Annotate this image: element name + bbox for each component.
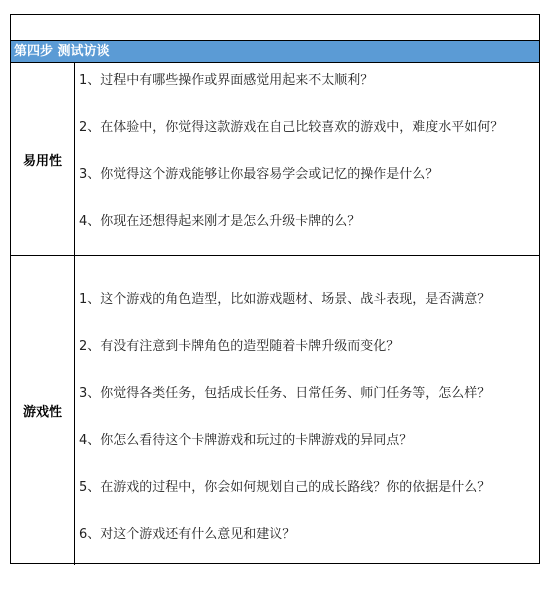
gameplay-question-6: 6、对这个游戏还有什么意见和建议？: [79, 527, 296, 542]
usability-row: [11, 63, 539, 256]
gameplay-question-5: 5、在游戏的过程中，你会如何规划自己的成长路线？你的依据是什么？: [79, 480, 491, 495]
gameplay-question-3: 3、你觉得各类任务，包括成长任务、日常任务、师门任务等，怎么样？: [79, 386, 491, 401]
table-header-blank: [11, 15, 539, 41]
usability-label: 易用性: [11, 63, 75, 255]
gameplay-question-1: 1、这个游戏的角色造型，比如游戏题材、场景、战斗表现，是否满意？: [79, 292, 491, 307]
usability-question-1: 1、过程中有哪些操作或界面感觉用起来不太顺利？: [79, 73, 374, 88]
gameplay-label: 游戏性: [11, 256, 75, 565]
usability-question-3: 3、你觉得这个游戏能够让你最容易学会或记忆的操作是什么？: [79, 167, 439, 182]
usability-question-4: 4、你现在还想得起来刚才是怎么升级卡牌的么？: [79, 214, 361, 229]
interview-table: [10, 14, 540, 564]
gameplay-row: [11, 256, 539, 565]
gameplay-question-4: 4、你怎么看待这个卡牌游戏和玩过的卡牌游戏的异同点？: [79, 433, 413, 448]
usability-question-2: 2、在体验中，你觉得这款游戏在自己比较喜欢的游戏中，难度水平如何？: [79, 120, 504, 135]
gameplay-question-2: 2、有没有注意到卡牌角色的造型随着卡牌升级而变化？: [79, 339, 400, 354]
usability-questions: [75, 63, 539, 255]
gameplay-questions: [75, 256, 539, 565]
section-title: 第四步 测试访谈: [11, 41, 539, 63]
